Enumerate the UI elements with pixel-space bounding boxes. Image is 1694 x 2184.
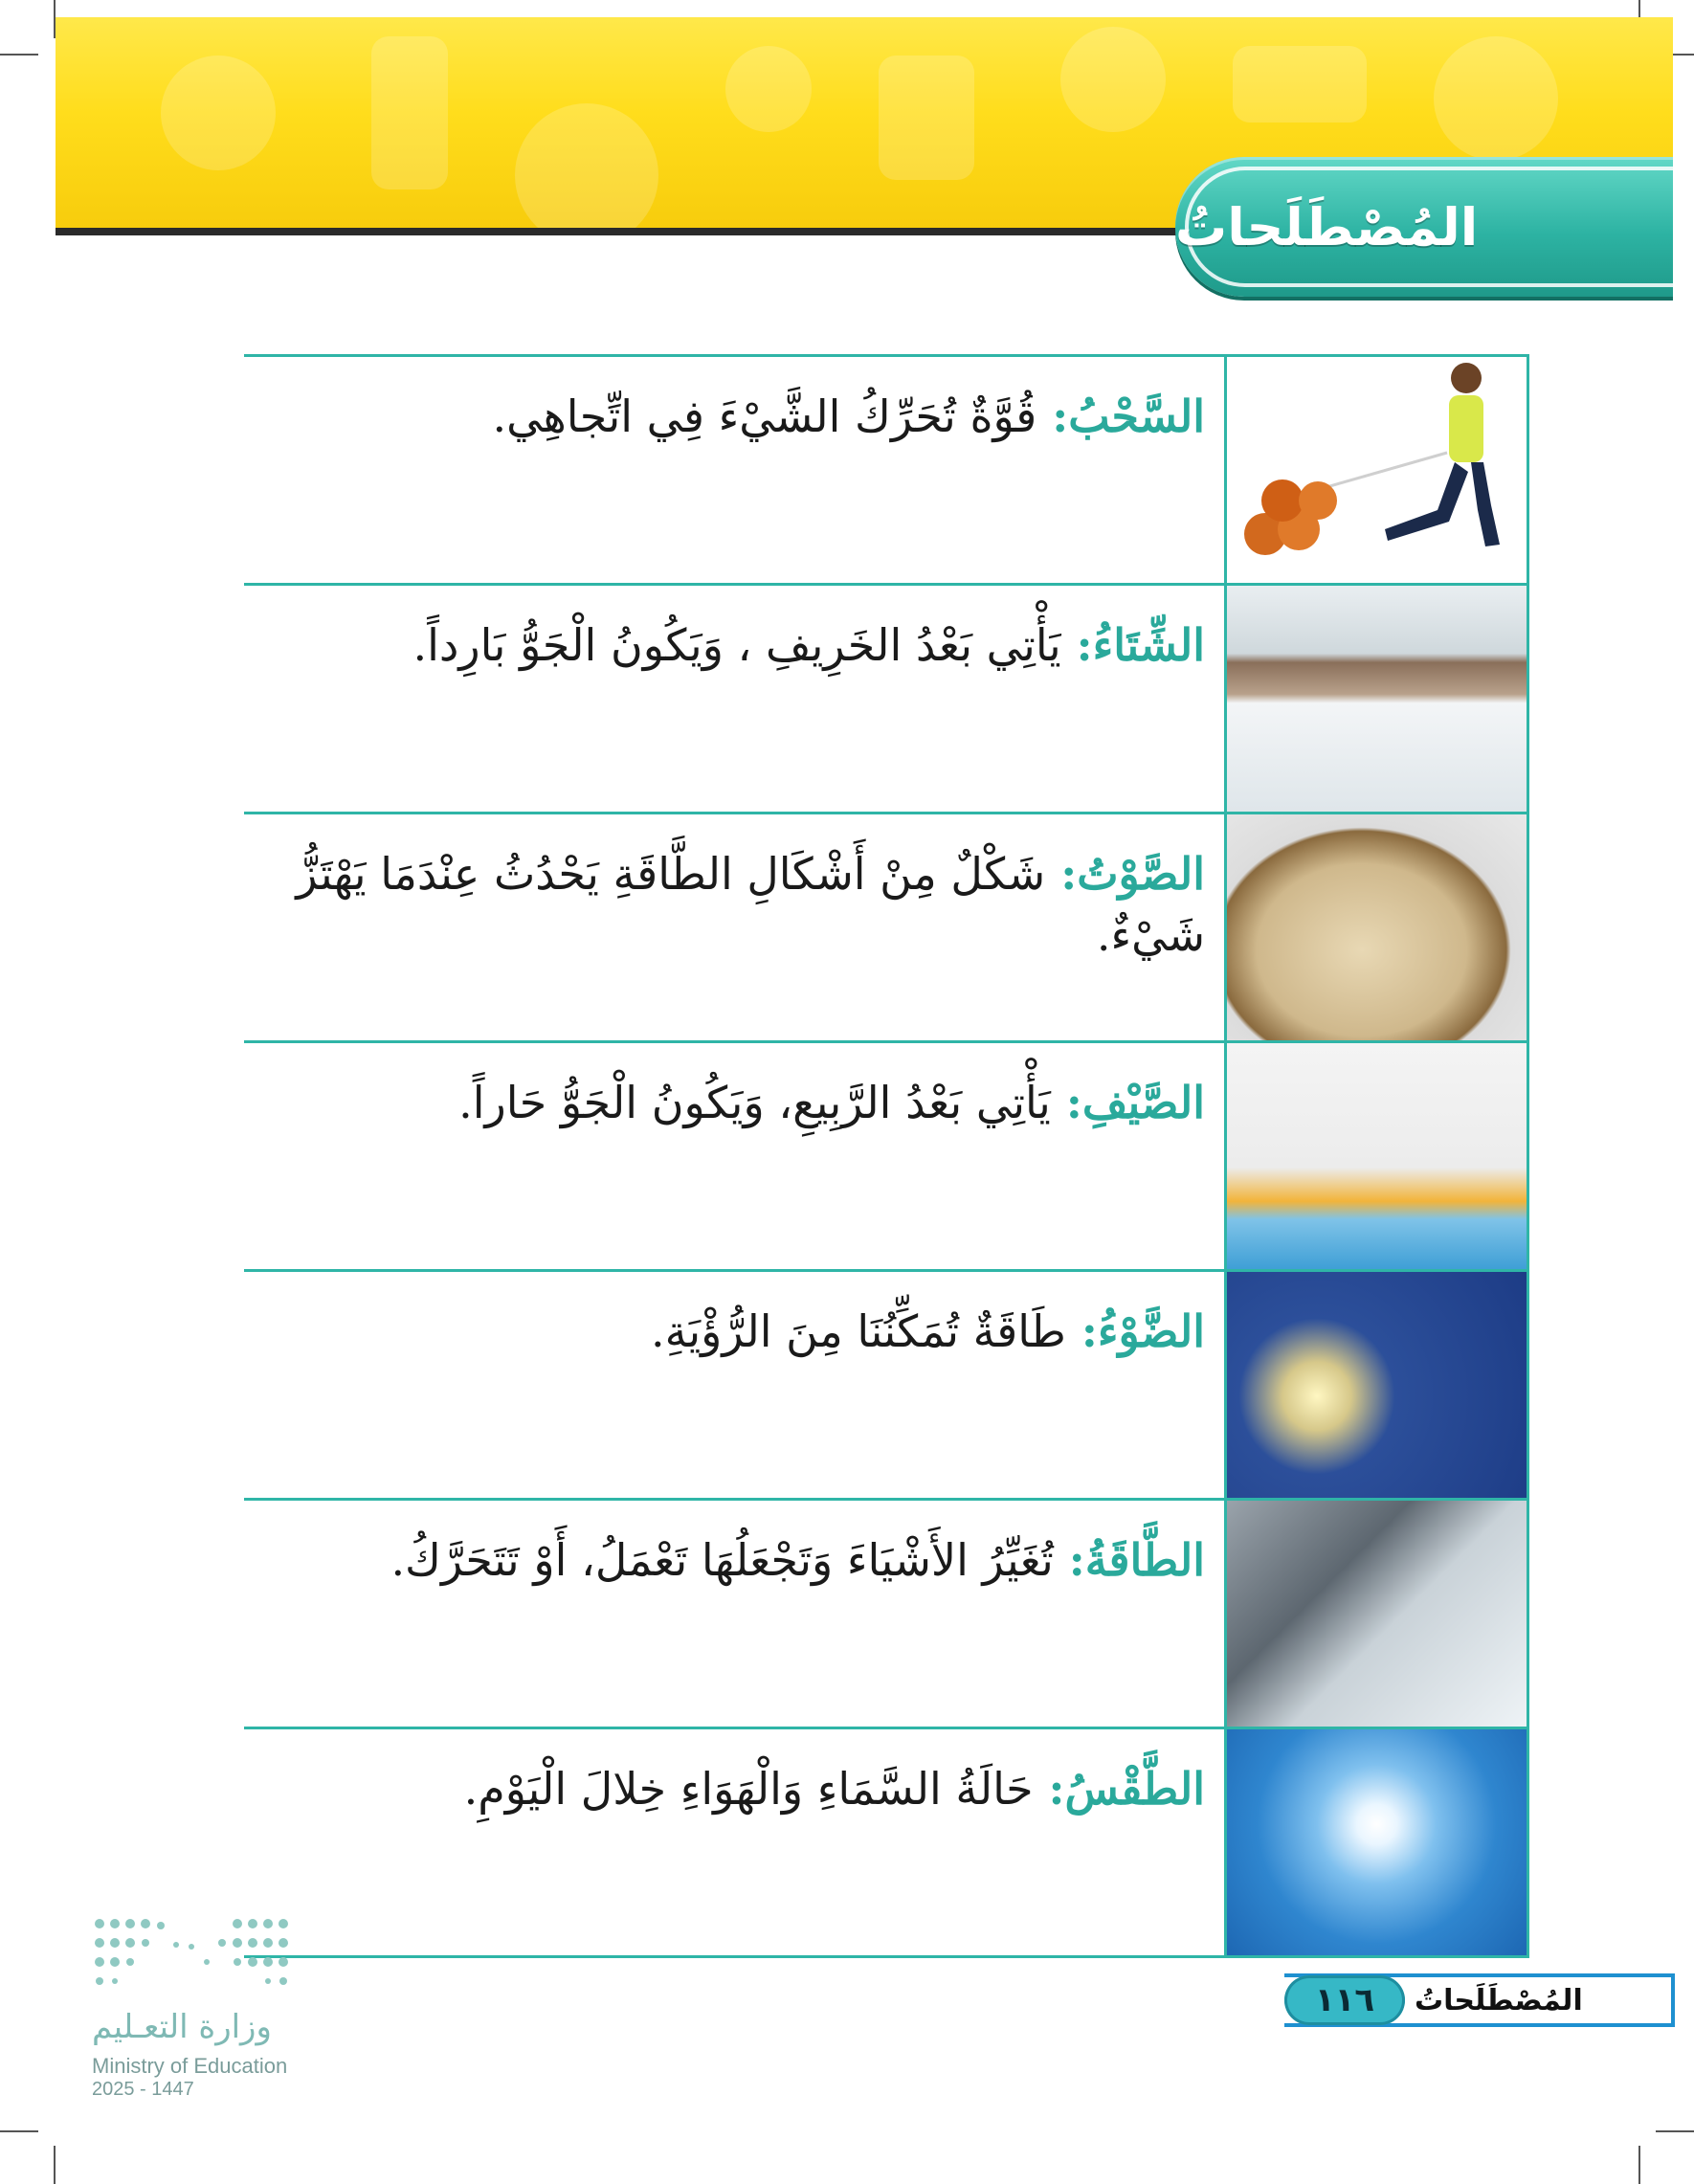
glossary-definition: الشِّتَاءُ: يَأْتِي بَعْدُ الخَرِيفِ ، وَيَكُونُ الْجَوُّ بَارِداً. xyxy=(412,619,1205,671)
children-with-juice-image xyxy=(1224,1043,1527,1269)
crop-mark xyxy=(1638,2146,1640,2184)
glossary-definition: الصَّوْتُ: شَكْلٌ مِنْ أَشْكَالِ الطَّاقَةِ يَحْدُثُ عِنْدَمَا يَهْتَزُّ شَيْءٌ. xyxy=(296,848,1205,962)
glossary-row xyxy=(244,1272,1527,1501)
boy-with-desk-lamp-image xyxy=(1224,1272,1527,1498)
decorative-shape xyxy=(161,56,276,170)
decorative-shape xyxy=(515,103,658,230)
decorative-shape xyxy=(725,46,812,132)
hand-on-drum-image xyxy=(1224,814,1527,1040)
ministry-year: 2025 - 1447 xyxy=(92,2079,194,2100)
glossary-definition: الضَّوْءُ: طَاقَةٌ تُمَكِّنُنَا مِنَ الرُّؤْيَةِ. xyxy=(651,1305,1205,1357)
glossary-row xyxy=(244,1043,1527,1272)
fuel-nozzle-car-image xyxy=(1224,1501,1527,1727)
definition-text: تُغَيِّرُ الأَشْيَاءَ وَتَجْعَلُهَا تَعْمَلُ، أَوْ تَتَحَرَّكُ. xyxy=(390,1534,1054,1586)
definition-text: يَأْتِي بَعْدُ الخَرِيفِ ، وَيَكُونُ الْجَوُّ بَارِداً. xyxy=(412,619,1061,671)
definition-text: يَأْتِي بَعْدُ الرَّبِيعِ، وَيَكُونُ الْجَوُّ حَاراً. xyxy=(458,1077,1051,1128)
definition-text: حَالَةُ السَّمَاءِ وَالْهَوَاءِ خِلالَ الْيَوْمِ. xyxy=(463,1763,1034,1815)
glossary-term: الضَّوْءُ xyxy=(1097,1305,1205,1357)
glossary-term: الطَّقْسُ xyxy=(1064,1763,1205,1815)
crop-mark xyxy=(0,54,38,56)
crop-mark xyxy=(1656,2130,1694,2132)
glossary-row xyxy=(244,354,1527,586)
decorative-shape xyxy=(1434,36,1558,161)
glossary-definition: الصَّيْفِ: يَأْتِي بَعْدُ الرَّبِيعِ، وَيَكُونُ الْجَوُّ حَاراً. xyxy=(458,1077,1205,1128)
glossary-table xyxy=(244,354,1529,1958)
glossary-definition: السَّحْبُ: قُوَّةٌ تُحَرِّكُ الشَّيْءَ فِي اتِّجاهِي. xyxy=(492,390,1205,442)
definition-text: شَكْلٌ مِنْ أَشْكَالِ الطَّاقَةِ يَحْدُثُ عِنْدَمَا يَهْتَزُّ شَيْءٌ. xyxy=(296,848,1205,962)
sun-in-blue-sky-image xyxy=(1224,1729,1527,1955)
decorative-shape xyxy=(1060,27,1166,132)
ministry-name-arabic: وزارة التعـليم xyxy=(92,2008,272,2046)
glossary-row xyxy=(244,814,1527,1043)
footer-section-label: المُصْطَلَحاتُ xyxy=(1415,1983,1583,2017)
page-number: ١١٦ xyxy=(1284,1975,1405,2025)
ministry-name-english: Ministry of Education xyxy=(92,2054,288,2078)
glossary-term: السَّحْبُ xyxy=(1068,390,1205,442)
crop-mark xyxy=(0,2130,38,2132)
page-title: المُصْطَلَحاتُ xyxy=(1175,196,1479,257)
glossary-term: الطَّاقَةُ xyxy=(1084,1534,1205,1586)
decorative-shape xyxy=(879,56,974,180)
decorative-shape xyxy=(371,36,448,189)
glossary-row xyxy=(244,1729,1527,1958)
glossary-term: الصَّوْتُ xyxy=(1077,848,1205,900)
snowy-mountain-image xyxy=(1224,586,1527,812)
glossary-row xyxy=(244,1501,1527,1729)
boy-pulling-illustration xyxy=(1227,357,1527,580)
glossary-term: الشِّتَاءُ xyxy=(1092,619,1205,671)
glossary-row xyxy=(244,586,1527,814)
decorative-shape xyxy=(1233,46,1367,123)
glossary-term: الصَّيْفِ xyxy=(1081,1077,1205,1128)
boy-pulling-basketballs-image xyxy=(1224,357,1527,583)
glossary-definition: الطَّقْسُ: حَالَةُ السَّمَاءِ وَالْهَوَاءِ خِلالَ الْيَوْمِ. xyxy=(463,1763,1205,1815)
definition-text: طَاقَةٌ تُمَكِّنُنَا مِنَ الرُّؤْيَةِ. xyxy=(651,1305,1066,1357)
definition-text: قُوَّةٌ تُحَرِّكُ الشَّيْءَ فِي اتِّجاهِي. xyxy=(492,390,1037,442)
glossary-definition: الطَّاقَةُ: تُغَيِّرُ الأَشْيَاءَ وَتَجْعَلُهَا تَعْمَلُ، أَوْ تَتَحَرَّكُ. xyxy=(390,1534,1205,1586)
ministry-logo-icon xyxy=(92,1914,302,2000)
crop-mark xyxy=(54,2146,56,2184)
